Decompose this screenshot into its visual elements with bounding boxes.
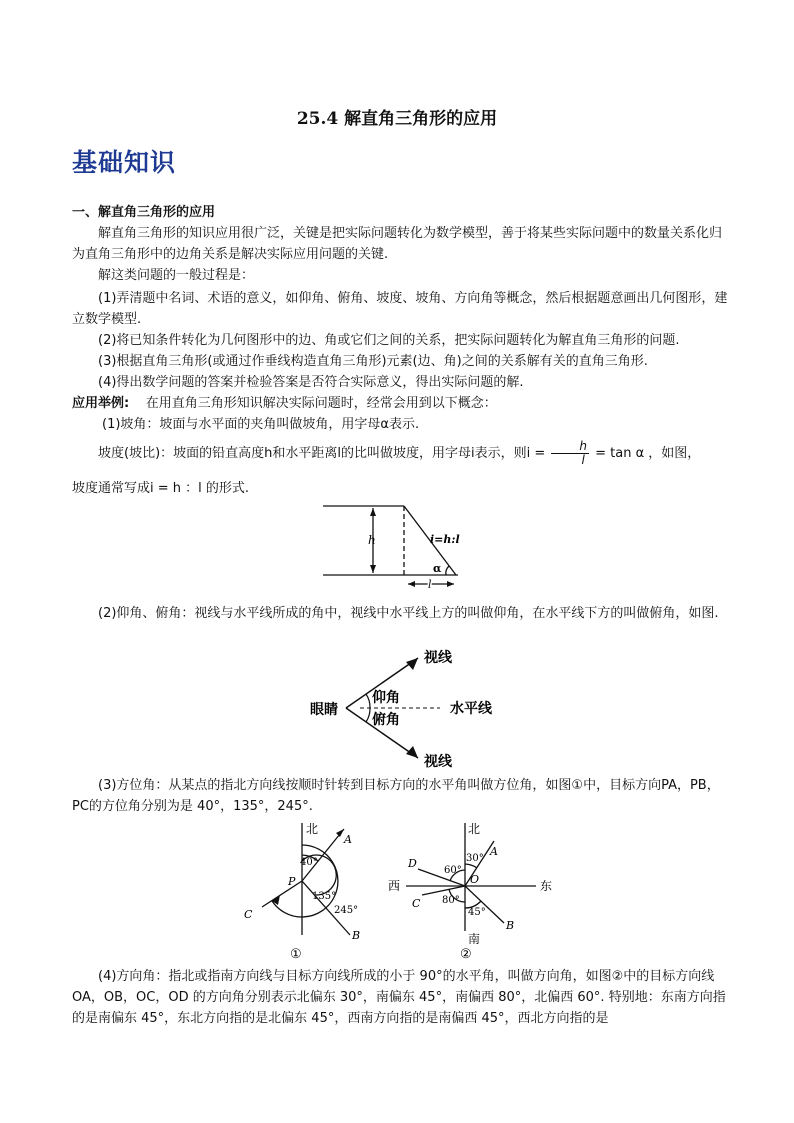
slope-text-b: = tan α ，如图， — [595, 446, 701, 461]
depression-angle-label: 俯角 — [372, 712, 400, 728]
h-label: h — [368, 533, 376, 547]
slope-angle-def: (1)坡角：坡面与水平面的夹角叫做坡角，用字母α表示. — [102, 417, 420, 432]
slope-form: 坡度通常写成i = h ：l 的形式. — [72, 481, 250, 496]
fraction-numerator: h — [551, 440, 589, 454]
angle-40-label: 40° — [300, 857, 318, 868]
bearing-diagram — [236, 815, 396, 963]
point-p-label: P — [288, 875, 296, 888]
eye-label: 眼睛 — [310, 702, 338, 718]
step-1: (1)弄清题中名词、术语的意义，如仰角、俯角、坡度、坡角、方向角等概念，然后根据题意画出几何图形，建立数学模型. — [72, 291, 728, 327]
angle-80-label: 80° — [442, 895, 460, 906]
slope-text-a: 坡度(坡比)：坡面的铅直高度h和水平距离l的比叫做坡度，用字母i表示，则i = — [98, 446, 546, 461]
point-o-label: O — [470, 873, 480, 886]
step-2: (2)将已知条件转化为几何图形中的边、角或它们之间的关系，把实际问题转化为解直角三角形的问题. — [98, 333, 680, 348]
north-label: 北 — [468, 822, 481, 836]
direction-diagram — [384, 815, 564, 963]
alpha-label: α — [433, 562, 442, 575]
l-label: l — [428, 578, 432, 591]
point-b-label: B — [506, 919, 515, 932]
sight-label-bottom: 视线 — [424, 754, 452, 770]
step-4: (4)得出数学问题的答案并检验答案是否符合实际意义，得出实际问题的解. — [98, 375, 524, 390]
sight-label-top: 视线 — [424, 650, 452, 666]
point-c-label: C — [412, 897, 421, 910]
bearing-def: (3)方位角：从某点的指北方向线按顺时针转到目标方向的水平角叫做方位角，如图①中，目标方向PA，PB，PC的方位角分别为是 40°，135°，245°. — [72, 778, 720, 814]
figure-2-label: ② — [460, 947, 472, 962]
angle-45-label: 45° — [468, 907, 486, 918]
subsection-heading: 一、解直角三角形的应用 — [72, 205, 216, 220]
elevation-diagram — [300, 644, 520, 772]
point-d-label: D — [408, 857, 417, 870]
elevation-def: (2)仰角、俯角：视线与水平线所成的角中，视线中水平线上方的叫做仰角，在水平线下方的叫做俯角，如图. — [98, 606, 719, 621]
north-label: 北 — [306, 822, 319, 836]
east-label: 东 — [540, 879, 553, 893]
point-a-label: A — [344, 833, 352, 846]
fraction-denominator: l — [581, 453, 585, 467]
intro-paragraph: 解直角三角形的知识应用很广泛，关键是把实际问题转化为数学模型，善于将某些实际问题中的数量关系化归为直角三角形中的边角关系是解决实际应用问题的关键. — [72, 226, 723, 262]
west-label: 西 — [388, 879, 401, 893]
section-heading: 基础知识 — [72, 148, 177, 177]
point-a-label: A — [490, 845, 498, 858]
angle-135-label: 135° — [312, 891, 337, 902]
ray-pc — [262, 881, 302, 907]
figure-1-label: ① — [290, 947, 302, 962]
example-line — [72, 393, 732, 414]
angle-245-label: 245° — [334, 905, 359, 916]
process-line: 解这类问题的一般过程是： — [98, 268, 255, 283]
direction-def: (4)方向角：指北或指南方向线与目标方向线所成的小于 90°的水平角，叫做方向角，如图②中的目标方向线OA，OB，OC，OD 的方向角分别表示北偏东 30°，南偏东 45°，南偏西 80°，北偏西 60°. 特别地：东南方向指的是南偏东 45°，东北方向指的是北偏东 45°，西南方向指的是南偏西 45°，西北方向指的是 — [72, 969, 726, 1026]
horizon-label: 水平线 — [450, 701, 492, 717]
elevation-angle-label: 仰角 — [372, 690, 400, 706]
point-c-label: C — [244, 908, 253, 921]
page-title: 25.4 解直角三角形的应用 — [296, 109, 498, 129]
slope-diagram — [318, 496, 468, 592]
alpha-arc — [446, 566, 449, 575]
slope-fraction — [551, 440, 589, 467]
south-label: 南 — [468, 932, 481, 946]
point-b-label: B — [352, 929, 361, 942]
slope-ratio-def — [72, 440, 732, 467]
arc-30 — [465, 864, 477, 868]
ray-oc — [422, 886, 465, 895]
angle-60-label: 60° — [444, 865, 462, 876]
example-text: 在用直角三角形知识解决实际问题时，经常会用到以下概念： — [145, 396, 497, 411]
example-label: 应用举例: — [72, 396, 130, 411]
step-3: (3)根据直角三角形(或通过作垂线构造直角三角形)元素(边、角)之间的关系解有关的直角三角形. — [98, 354, 648, 369]
angle-30-label: 30° — [466, 853, 484, 864]
ratio-label: i=h:l — [430, 533, 460, 546]
